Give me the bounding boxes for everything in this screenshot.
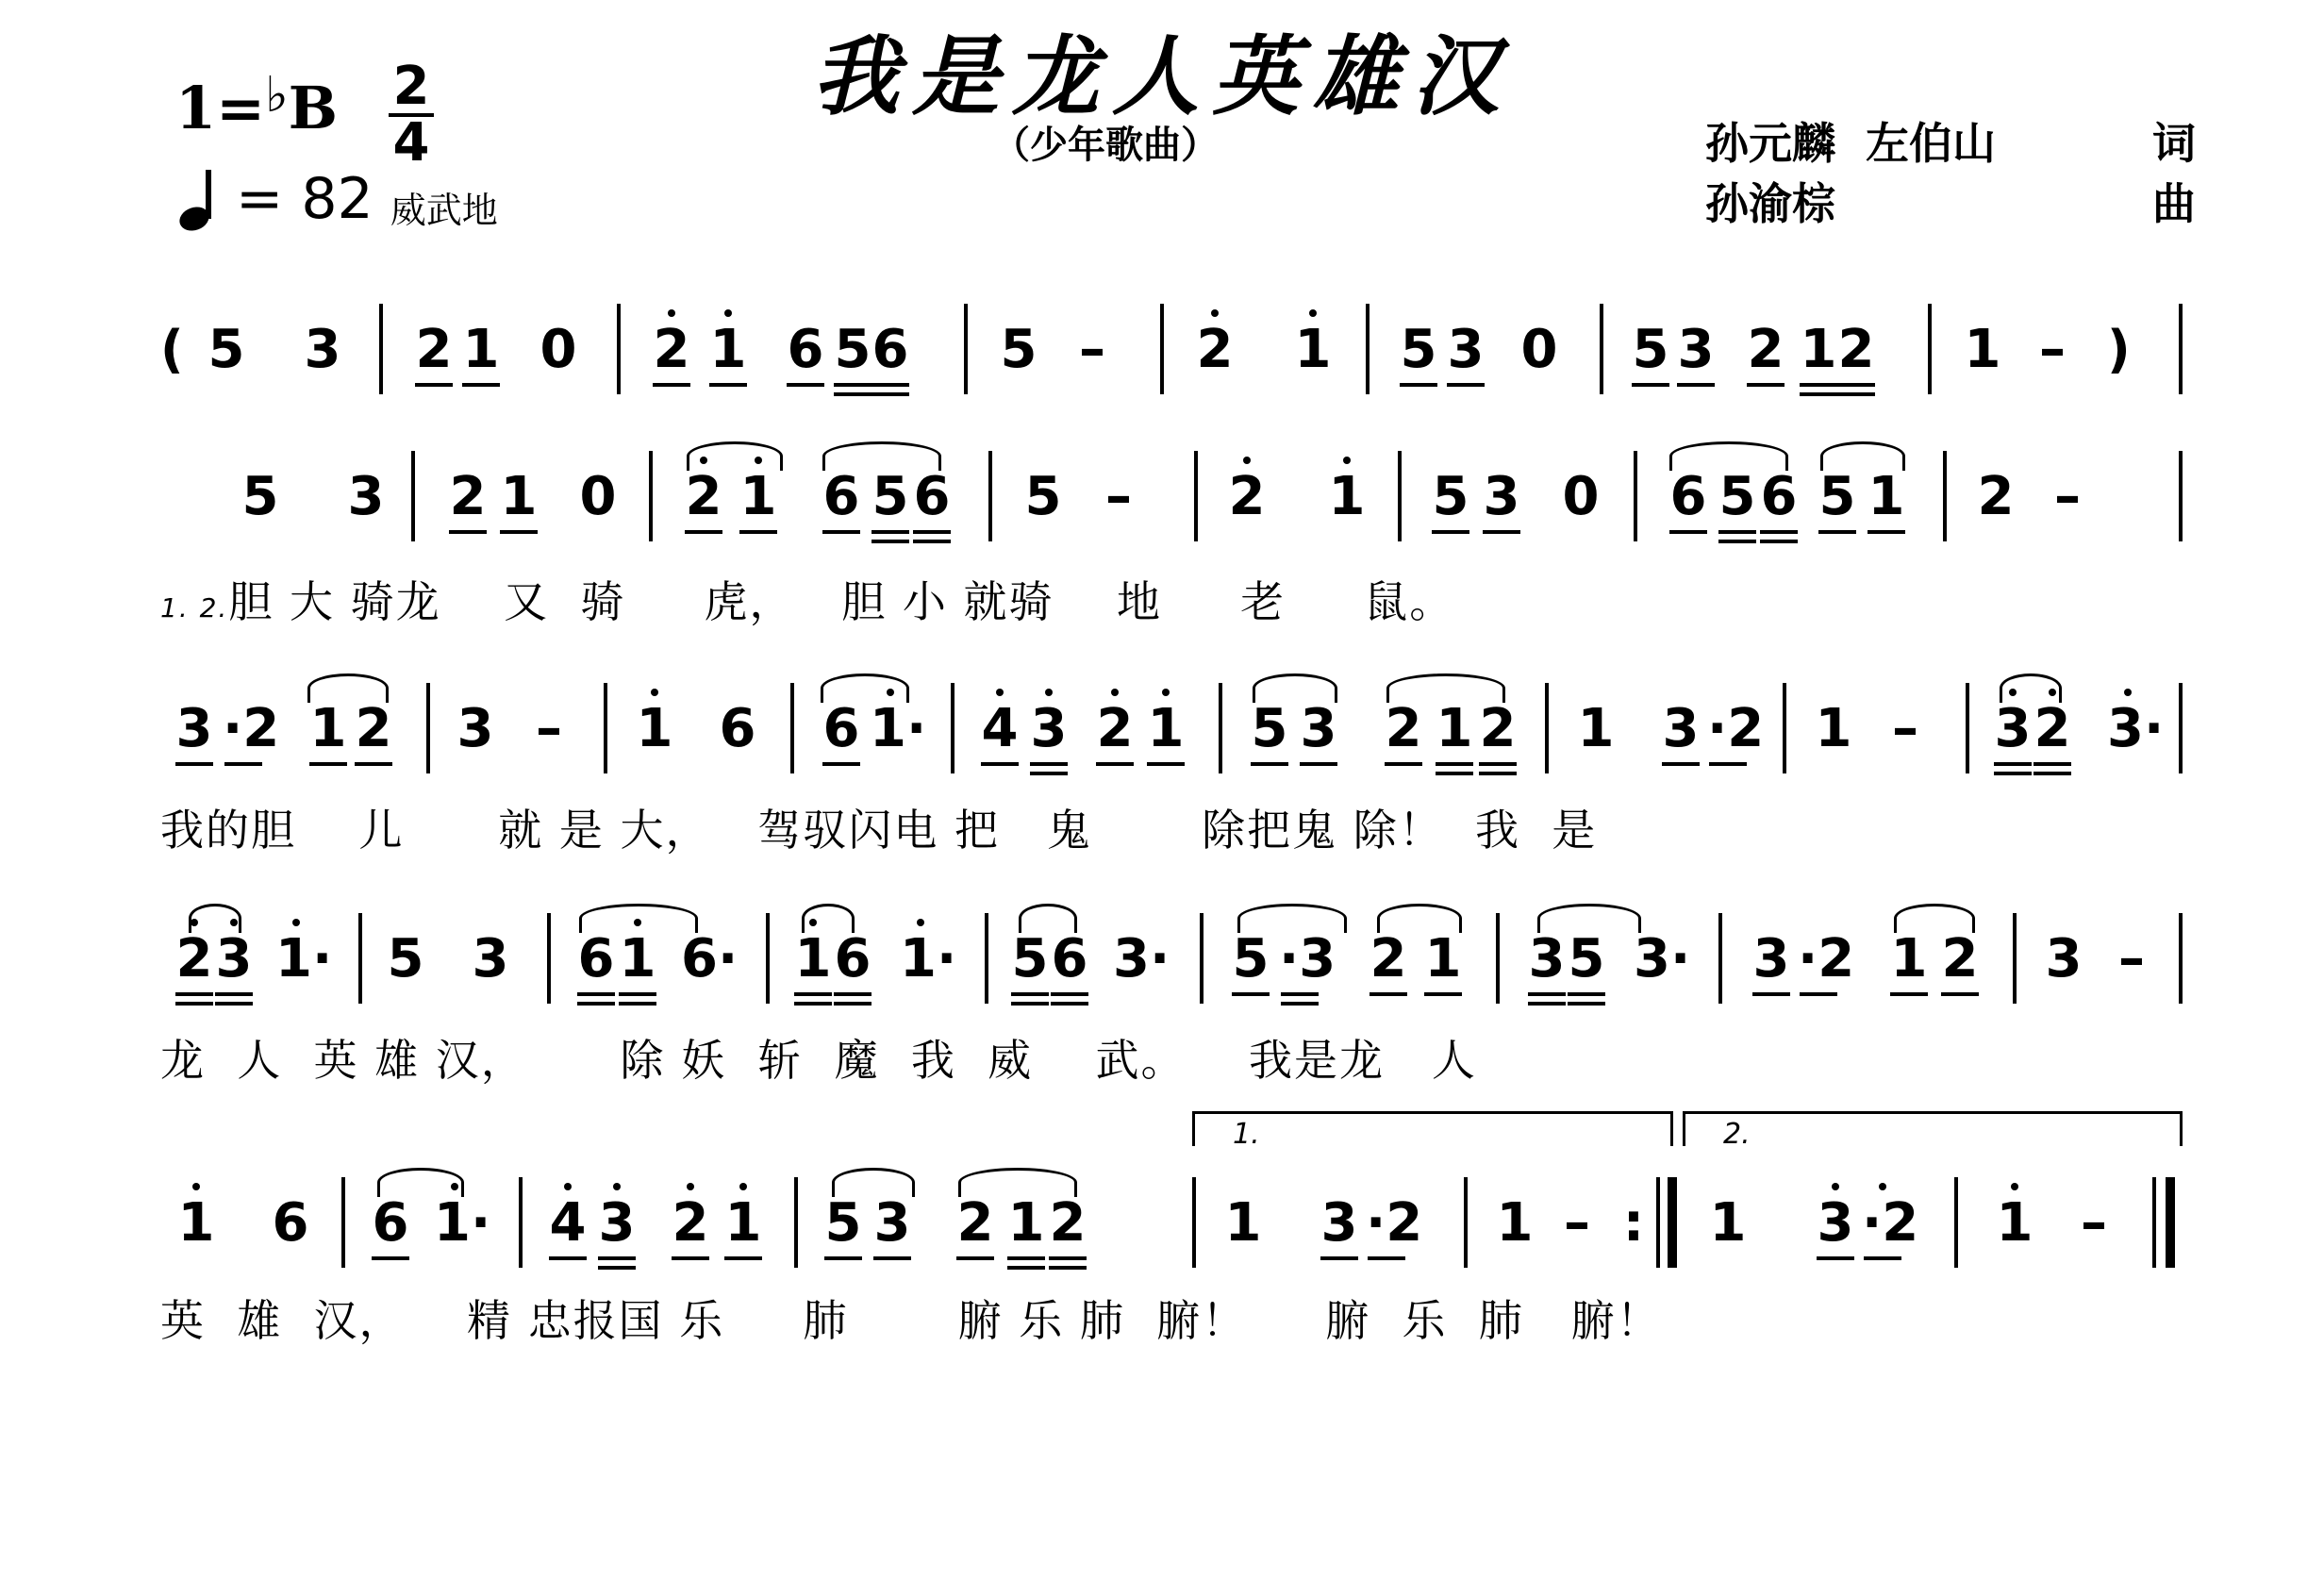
fermata-note: 1 bbox=[1994, 1190, 2035, 1256]
tempo-value: = 82 bbox=[236, 166, 374, 232]
lyrics-line-2: 我的胆 儿 就 是 大， 驾驭闪电 把 鬼 除把鬼 除！ 我 是 bbox=[160, 805, 1598, 856]
staff-line-3: 2 3 1· 5 3 6 1 6· 1 6 1· 5 6 3· 5 ·3 2 1 3 5 3· 3 ·2 1 2 3 – bbox=[160, 926, 2188, 1011]
key-signature bbox=[175, 67, 339, 142]
tempo-marking bbox=[175, 166, 498, 232]
song-subtitle: （少年歌曲） bbox=[992, 124, 1219, 167]
key-note: B bbox=[288, 74, 339, 142]
staff-line-4: 1 6 6 1· 4 3 2 1 5 3 2 1 2 1 3 ·2 1 – : 1 3 ·2 1 – bbox=[160, 1190, 2188, 1275]
composer-row bbox=[1705, 170, 2196, 230]
meter-bottom: 4 bbox=[392, 112, 430, 174]
lyricist-names: 孙元麟 左伯山 bbox=[1705, 118, 1997, 169]
first-ending-bracket: 1. bbox=[1192, 1111, 1673, 1146]
lyricist-row bbox=[1705, 109, 2196, 170]
flat-icon: ♭ bbox=[265, 67, 289, 124]
composer-name: 孙渝棕 bbox=[1705, 178, 1835, 229]
second-ending-bracket: 2. bbox=[1683, 1111, 2183, 1146]
song-title: 我是龙人英雄汉 bbox=[811, 25, 1512, 127]
time-signature bbox=[389, 56, 434, 174]
credits bbox=[1705, 109, 2196, 230]
meter-top: 2 bbox=[392, 56, 430, 117]
intro-staff: ( 5 3 2 1 0 2 1 6 5 6 5 – 2 1 5 3 0 5 3 2 1 2 1 – ) bbox=[160, 317, 2188, 402]
lyrics-line-1: 1. 2.胆 大 骑龙 又 骑 虎， 胆 小 就骑 地 老 鼠。 bbox=[160, 576, 1455, 627]
staff-line-2: 3 ·2 1 2 3 – 1 6 6 1· 4 3 2 1 5 3 2 1 2 1 3 ·2 1 – 3 2 3· bbox=[160, 696, 2188, 781]
lyrics-line-3: 龙 人 英 雄 汉， 除 妖 斩 魔 我 威 武。 我是龙 人 bbox=[160, 1035, 1477, 1086]
verse-number: 1. 2. bbox=[160, 592, 229, 623]
key-prefix: 1= bbox=[175, 74, 266, 142]
lyricist-role: 词 bbox=[2152, 118, 2196, 169]
quarter-note-icon bbox=[175, 166, 232, 232]
staff-line-1: 5 3 2 1 0 2 1 6 5 6 5 – 2 1 5 3 0 6 5 6 5 1 2 – bbox=[160, 464, 2188, 549]
tempo-expression: 威武地 bbox=[390, 189, 498, 231]
composer-role: 曲 bbox=[2152, 178, 2196, 229]
lyrics-line-4: 英 雄 汉， 精 忠报国 乐 肺 腑 乐 肺 腑！ 腑 乐 肺 腑！ bbox=[160, 1295, 1662, 1346]
